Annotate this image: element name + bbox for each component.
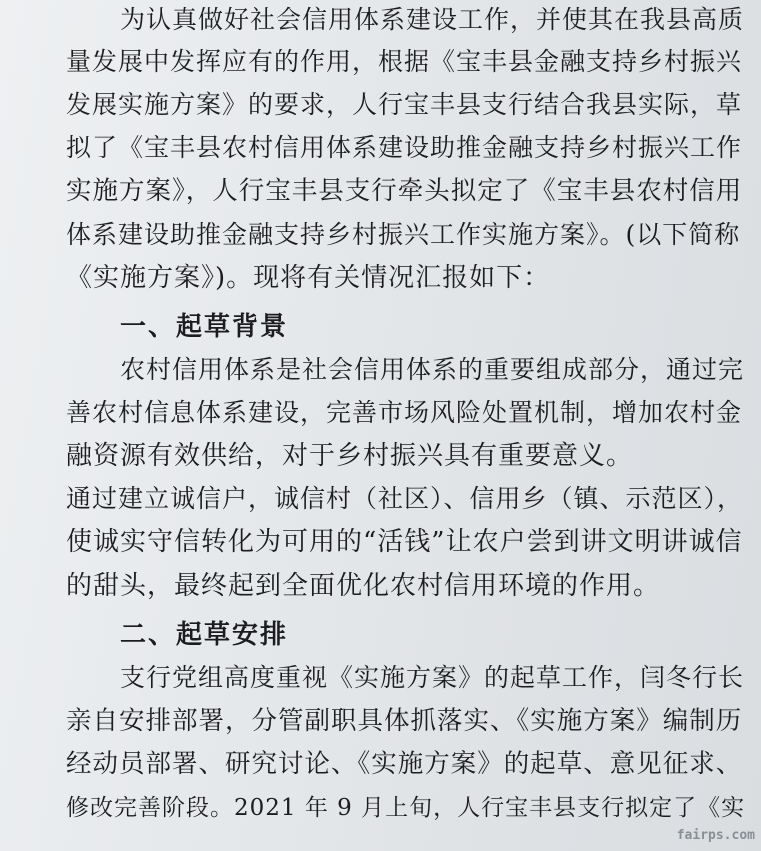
site-watermark: fairps.com [676,828,755,843]
paragraph-4-line-1: 支行党组高度重视《实施方案》的起草工作，闫冬行长 [120,663,745,692]
paragraph-1-line-2: 量发展中发挥应有的作用，根据《宝丰县金融支持乡村振兴 [66,47,743,76]
paragraph-3-line-3: 的甜头，最终起到全面优化农村信用环境的作用。 [66,571,661,601]
paragraph-1-line-4: 拟了《宝丰县农村信用体系建设助推金融支持乡村振兴工作 [66,133,743,162]
paragraph-1-line-1: 为认真做好社会信用体系建设工作，并使其在我县高质 [120,5,745,34]
paragraph-2-line-3: 融资源有效供给，对于乡村振兴具有重要意义。 [66,441,634,471]
paragraph-4-line-2: 亲自安排部署，分管副职具体抓落实、《实施方案》编制历 [66,706,743,736]
paragraph-2-line-1: 农村信用体系是社会信用体系的重要组成部分，通过完 [120,355,745,384]
paragraph-1-line-5: 实施方案》，人行宝丰县支行牵头拟定了《宝丰县农村信用 [66,176,743,206]
paragraph-4-line-3: 经动员部署、研究讨论、《实施方案》的起草、意见征求、 [66,749,743,779]
section-heading-background: 一、起草背景 [120,312,289,342]
paragraph-1-line-3: 发展实施方案》的要求，人行宝丰县支行结合我县实际，草 [66,90,743,119]
paragraph-1-line-7: 《实施方案》)。现将有关情况汇报如下： [66,263,551,293]
paragraph-1-line-6: 体系建设助推金融支持乡村振兴工作实施方案》。(以下简称 [66,220,741,249]
paragraph-3-line-2: 使诚实守信转化为可用的“活钱”让农户尝到讲文明讲诚信 [66,527,743,557]
section-heading-arrangement: 二、起草安排 [120,620,289,650]
paragraph-4-line-4: 修改完善阶段。2021 年 9 月上旬，人行宝丰县支行拟定了《实 [66,795,746,821]
paragraph-3-line-1: 通过建立诚信户，诚信村（社区）、信用乡（镇、示范区）， [66,484,744,513]
paragraph-2-line-2: 善农村信息体系建设，完善市场风险处置机制，增加农村金 [66,398,743,427]
